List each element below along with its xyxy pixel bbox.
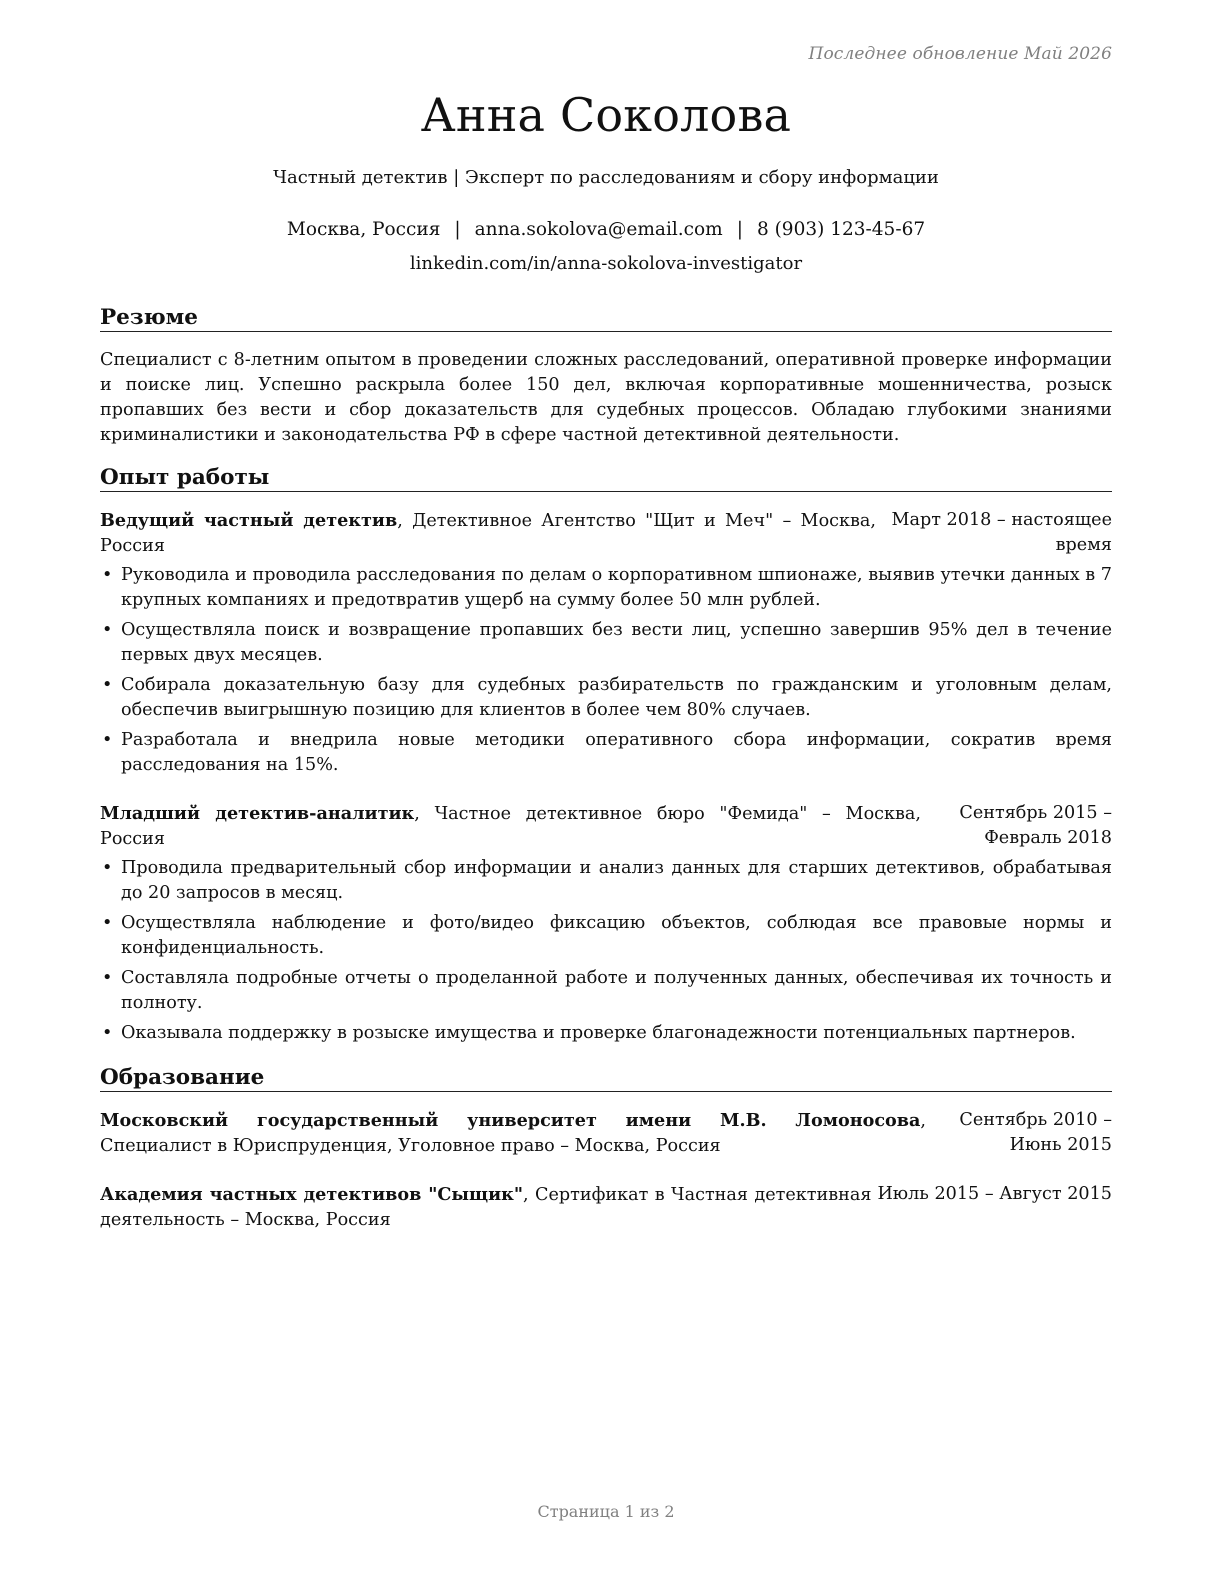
job-bullets (100, 856, 1112, 1051)
list-item: • Оказывала поддержку в розыске имущества и проверке благонадежности потенциальных партнеров. (100, 1021, 1112, 1046)
job-position: Ведущий частный детектив (100, 510, 398, 531)
email-link[interactable]: anna.sokolova@email.com (474, 219, 723, 240)
education-details: , Сертификат в Частная детективная деятельность – Москва, Россия (100, 1185, 872, 1230)
education-details: , Специалист в Юриспруденция, Уголовное право – Москва, Россия (100, 1111, 926, 1156)
education-institution-details (100, 1182, 871, 1233)
contact-separator: | (736, 219, 743, 240)
last-updated: Последнее обновление Май 2026 (808, 44, 1112, 64)
job-header (100, 508, 1112, 559)
job-bullets (100, 563, 1112, 783)
job-company: , Детективное Агентство "Щит и Меч" – Москва, Россия (100, 511, 876, 556)
education-institution: Московский государственный университет имени М.В. Ломоносова (100, 1110, 921, 1131)
list-item: • Собирала доказательную базу для судебных разбирательств по гражданским и уголовным делам, обеспечив выигрышную позицию для клиентов в более чем 80% случаев. (100, 673, 1112, 723)
job-title-company (100, 801, 921, 852)
location: Москва, Россия (286, 219, 441, 240)
candidate-name: Анна Соколова (420, 88, 792, 142)
education-institution: Академия частных детективов "Сыщик" (100, 1184, 523, 1205)
list-item: • Составляла подробные отчеты о проделанной работе и полученных данных, обеспечивая их точность и полноту. (100, 966, 1112, 1016)
list-item: • Осуществляла поиск и возвращение пропавших без вести лиц, успешно завершив 95% дел в течение первых двух месяцев. (100, 618, 1112, 668)
summary-text: Специалист с 8-летним опытом в проведении сложных расследований, оперативной проверке информации и поиске лиц. Успешно раскрыла более 150 дел, включая корпоративные мошенничества, розыск пропавших без вести и сбор доказательств для судебных процессов. Обладаю глубокими знаниями криминалистики и законодательства РФ в сфере частной детективной деятельности. (100, 350, 1112, 445)
education-dates: Июль 2015 – Август 2015 (877, 1184, 1112, 1204)
section-title-summary: Резюме (100, 305, 1112, 332)
page-number: Страница 1 из 2 (537, 1502, 675, 1521)
job-dates: Март 2018 – настоящее время (891, 510, 1112, 555)
list-item: • Проводила предварительный сбор информации и анализ данных для старших детективов, обрабатывая до 20 запросов в месяц. (100, 856, 1112, 906)
contact-separator: | (454, 219, 461, 240)
job-dates: Сентябрь 2015 – Февраль 2018 (959, 803, 1112, 848)
section-title-experience: Опыт работы (100, 465, 1112, 492)
education-institution-details (100, 1108, 926, 1159)
job-company: , Частное детективное бюро "Фемида" – Москва, Россия (100, 804, 922, 849)
list-item: • Разработала и внедрила новые методики оперативного сбора информации, сократив время расследования на 15%. (100, 728, 1112, 778)
job-title-company (100, 508, 876, 559)
job-position: Младший детектив-аналитик (100, 803, 415, 824)
list-item: • Руководила и проводила расследования по делам о корпоративном шпионаже, выявив утечки данных в 7 крупных компаниях и предотвратив ущерб на сумму более 50 млн рублей. (100, 563, 1112, 613)
linkedin-link[interactable]: linkedin.com/in/anna-sokolova-investigator (409, 253, 803, 274)
tagline: Частный детектив | Эксперт по расследованиям и сбору информации (273, 167, 939, 188)
contact-line (100, 219, 1112, 240)
section-title-education: Образование (100, 1065, 1112, 1092)
education-item (100, 1108, 1112, 1159)
list-item: • Осуществляла наблюдение и фото/видео фиксацию объектов, соблюдая все правовые нормы и конфиденциальность. (100, 911, 1112, 961)
education-dates: Сентябрь 2010 – Июнь 2015 (959, 1110, 1112, 1155)
education-item (100, 1182, 1112, 1233)
phone-number: 8 (903) 123-45-67 (756, 219, 926, 240)
job-header (100, 801, 1112, 852)
resume-page (100, 0, 1112, 1584)
